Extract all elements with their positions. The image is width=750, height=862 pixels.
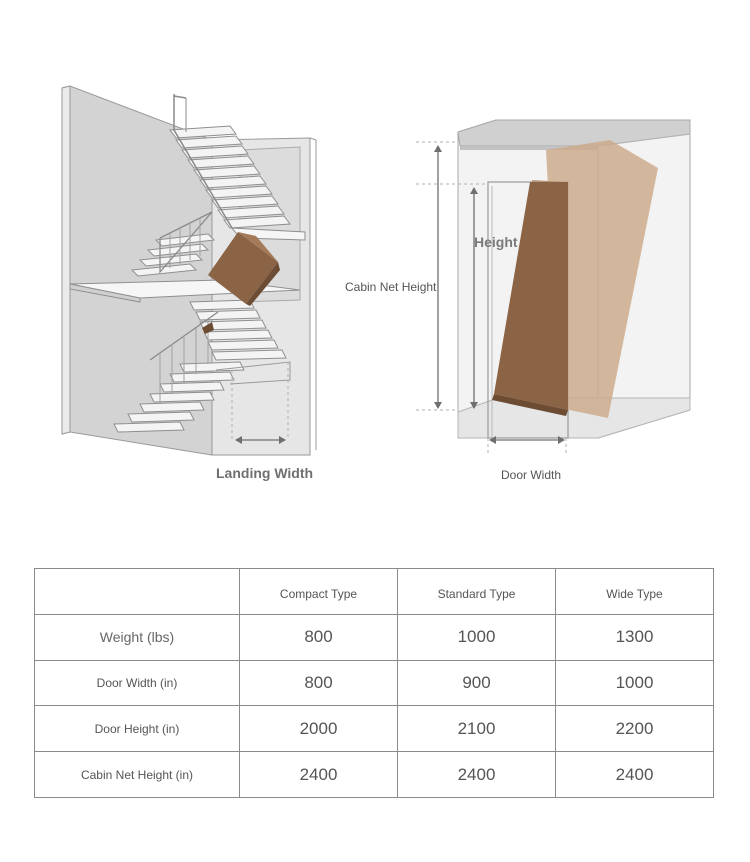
cell-value: 2400 xyxy=(398,752,556,798)
cell-value: 1300 xyxy=(556,614,714,660)
row-label-door-height: Door Height (in) xyxy=(35,706,240,752)
header-cell-empty xyxy=(35,569,240,615)
table-header-row xyxy=(35,569,714,615)
cell-value: 2200 xyxy=(556,706,714,752)
cell-value: 2400 xyxy=(240,752,398,798)
cell-value: 2100 xyxy=(398,706,556,752)
row-label-weight: Weight (lbs) xyxy=(35,614,240,660)
header-compact-type: Compact Type xyxy=(240,569,398,615)
cell-value: 1000 xyxy=(556,660,714,706)
table-row xyxy=(35,614,714,660)
spec-table xyxy=(34,568,714,798)
row-label-door-width: Door Width (in) xyxy=(35,660,240,706)
landing-width-label: Landing Width xyxy=(216,465,314,481)
cell-value: 800 xyxy=(240,660,398,706)
height-label: Height xyxy=(474,234,518,250)
cell-value: 2000 xyxy=(240,706,398,752)
door-width-label: Door Width xyxy=(501,468,562,482)
cell-value: 1000 xyxy=(398,614,556,660)
header-wide-type: Wide Type xyxy=(556,569,714,615)
cell-value: 2400 xyxy=(556,752,714,798)
table-row xyxy=(35,752,714,798)
table-row xyxy=(35,660,714,706)
table-row xyxy=(35,706,714,752)
cell-value: 800 xyxy=(240,614,398,660)
cabin-net-height-label: Cabin Net Height xyxy=(345,280,437,294)
row-label-cabin-net-height: Cabin Net Height (in) xyxy=(35,752,240,798)
cell-value: 900 xyxy=(398,660,556,706)
elevator-cabin-illustration xyxy=(416,120,690,456)
header-standard-type: Standard Type xyxy=(398,569,556,615)
staircase-illustration xyxy=(62,86,316,455)
